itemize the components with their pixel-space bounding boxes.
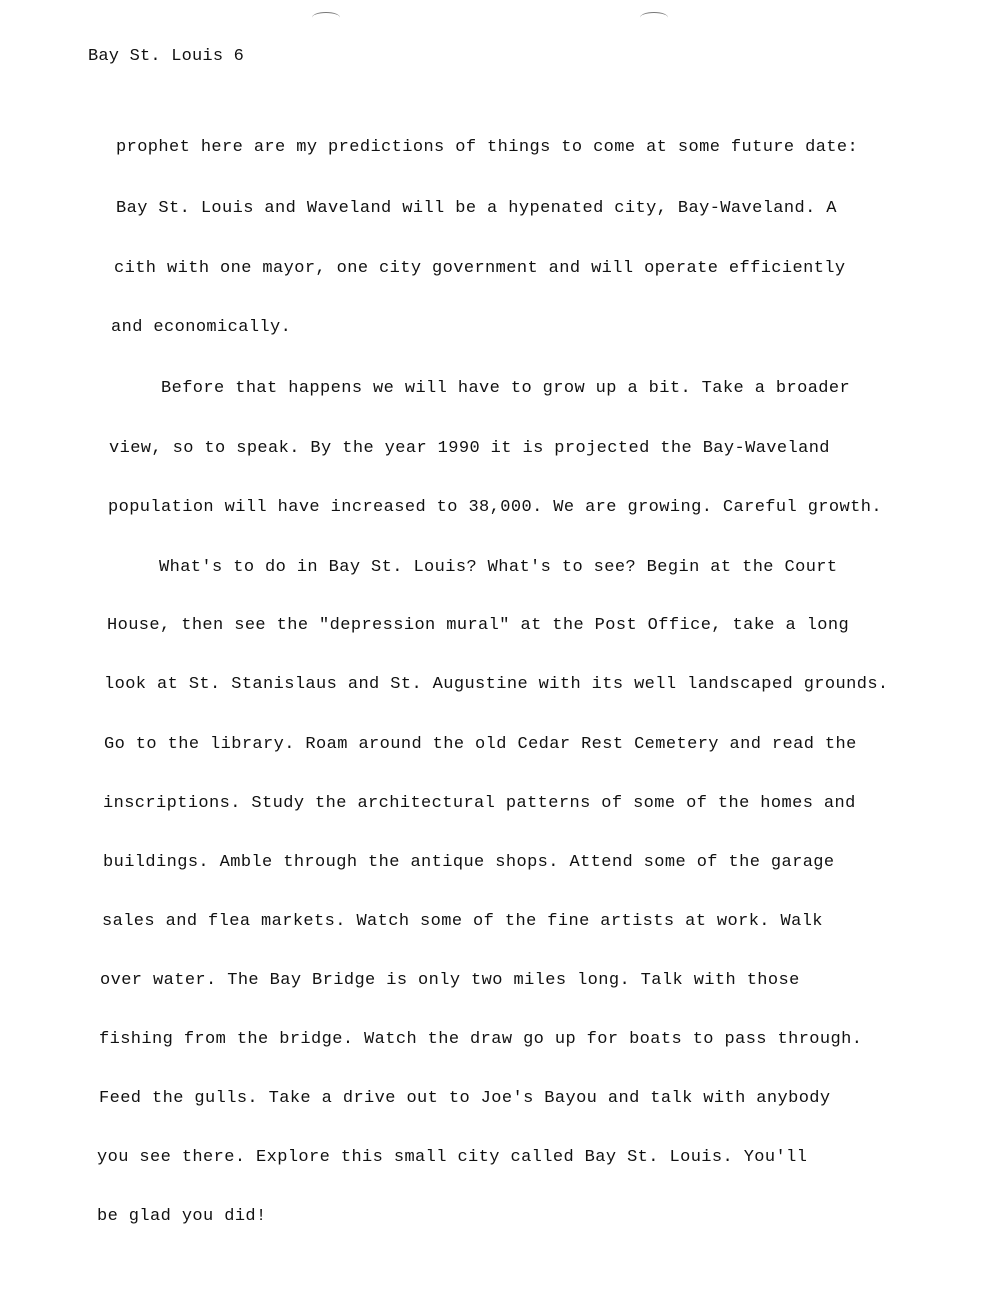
text-line: view, so to speak. By the year 1990 it is projected the Bay-Waveland xyxy=(109,439,830,458)
text-line: over water. The Bay Bridge is only two miles long. Talk with those xyxy=(100,971,800,990)
text-line: Bay St. Louis and Waveland will be a hypenated city, Bay-Waveland. A xyxy=(116,199,837,218)
text-line: look at St. Stanislaus and St. Augustine with its well landscaped grounds. xyxy=(104,675,889,694)
text-line: buildings. Amble through the antique shops. Attend some of the garage xyxy=(103,853,835,872)
text-line: population will have increased to 38,000. We are growing. Careful growth. xyxy=(108,498,882,517)
text-line: What's to do in Bay St. Louis? What's to see? Begin at the Court xyxy=(159,558,838,577)
text-line: fishing from the bridge. Watch the draw go up for boats to pass through. xyxy=(99,1030,863,1049)
text-line: you see there. Explore this small city called Bay St. Louis. You'll xyxy=(97,1148,808,1167)
text-line: cith with one mayor, one city government and will operate efficiently xyxy=(114,259,846,278)
page-header: Bay St. Louis 6 xyxy=(88,47,245,66)
text-line: Go to the library. Roam around the old Cedar Rest Cemetery and read the xyxy=(104,735,857,754)
punch-mark-right xyxy=(640,12,668,23)
text-line: be glad you did! xyxy=(97,1207,267,1226)
text-line: House, then see the "depression mural" at the Post Office, take a long xyxy=(107,616,850,635)
text-line: sales and flea markets. Watch some of the fine artists at work. Walk xyxy=(102,912,823,931)
text-line: and economically. xyxy=(111,318,292,337)
text-line: Feed the gulls. Take a drive out to Joe's Bayou and talk with anybody xyxy=(99,1089,831,1108)
punch-mark-left xyxy=(312,12,340,23)
text-line: prophet here are my predictions of things to come at some future date: xyxy=(116,138,859,157)
text-line: inscriptions. Study the architectural patterns of some of the homes and xyxy=(103,794,856,813)
text-line: Before that happens we will have to grow up a bit. Take a broader xyxy=(161,379,851,398)
